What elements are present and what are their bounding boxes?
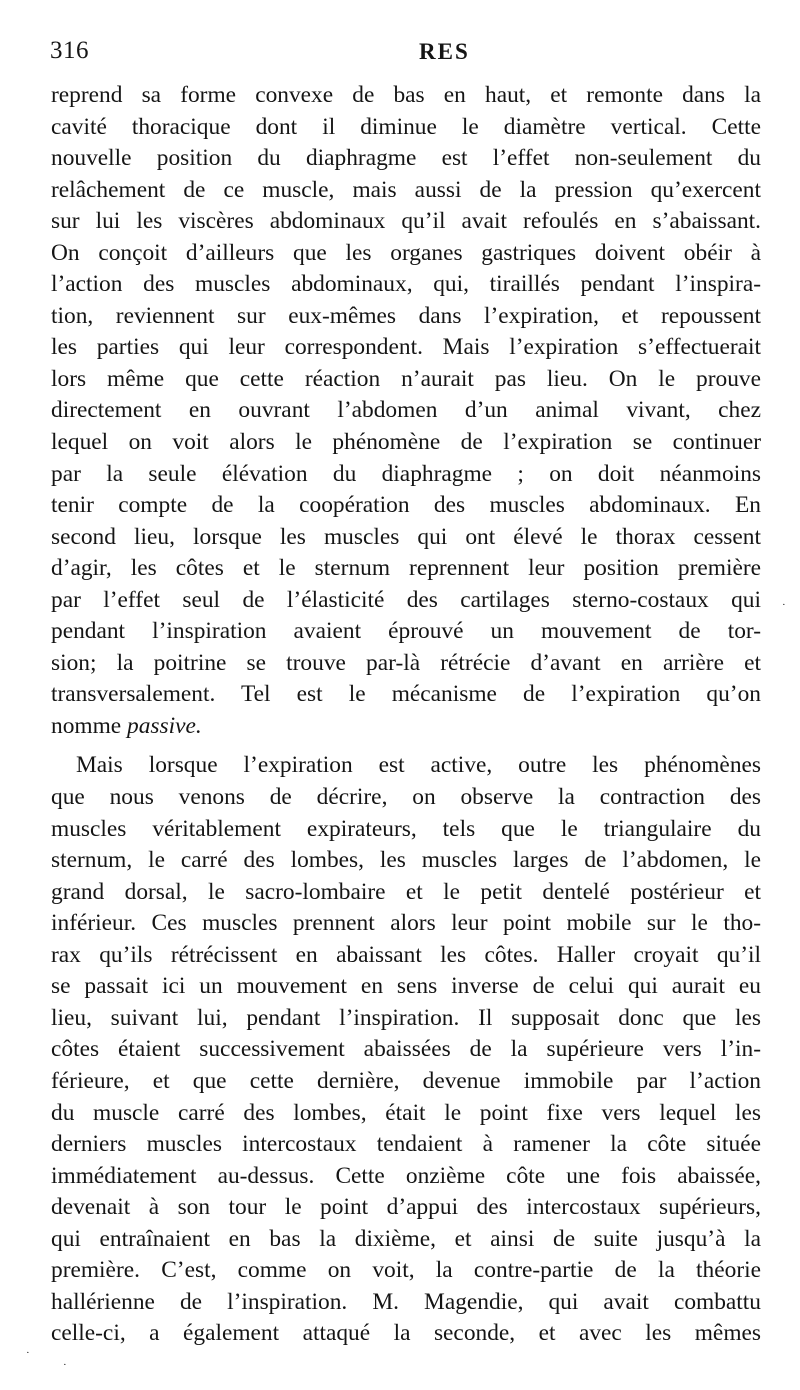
text-line: grand dorsal, le sacro-lombaire et le petit dentelé postérieur et [51, 878, 761, 905]
text-line: devenait à son tour le point d’appui des intercostaux supérieurs, [51, 1194, 761, 1221]
text-line: par la seule élévation du diaphragme ; on doit néanmoins [51, 460, 761, 487]
text-line: rax qu’ils rétrécissent en abaissant les côtes. Haller croyait qu’il [51, 941, 761, 968]
main-text [51, 80, 761, 1350]
text-line: pendant l’inspiration avaient éprouvé un mouvement de tor- [51, 618, 761, 645]
text-line: cavité thoracique dont il diminue le diamètre vertical. Cette [51, 113, 761, 140]
scan-speck: · [782, 599, 786, 611]
text-line: lieu, suivant lui, pendant l’inspiration. Il supposait donc que les [51, 1004, 761, 1031]
text-line: sur lui les viscères abdominaux qu’il avait refoulés en s’abaissant. [51, 208, 761, 235]
text-line: transversalement. Tel est le mécanisme de l’expiration qu’on [51, 681, 761, 708]
text-line: par l’effet seul de l’élasticité des cartilages sterno-costaux qui [51, 586, 761, 613]
text-line: côtes étaient successivement abaissées de la supérieure vers l’in- [51, 1036, 761, 1063]
text-line: du muscle carré des lombes, était le point fixe vers lequel les [51, 1099, 761, 1126]
text-line: férieure, et que cette dernière, devenue immobile par l’action [51, 1067, 761, 1094]
text-line: tion, reviennent sur eux-mêmes dans l’expiration, et repoussent [51, 302, 761, 329]
text-line: lequel on voit alors le phénomène de l’expiration se continuer [51, 429, 761, 456]
text-line: que nous venons de décrire, on observe la contraction des [51, 784, 761, 811]
text-line: d’agir, les côtes et le sternum reprennent leur position première [51, 555, 761, 582]
text-line: sion; la poitrine se trouve par-là rétrécie d’avant en arrière et [51, 649, 761, 676]
paragraph [51, 750, 761, 1349]
text-line: derniers muscles intercostaux tendaient à ramener la côte située [51, 1131, 761, 1158]
text-line: directement en ouvrant l’abdomen d’un animal vivant, chez [51, 397, 761, 424]
running-head [50, 34, 765, 74]
final-line-prefix: nomme [51, 712, 128, 739]
text-line: reprend sa forme convexe de bas en haut, et remonte dans la [51, 82, 761, 108]
text-line: relâchement de ce muscle, mais aussi de la pression qu’exercent [51, 176, 761, 203]
page-number: 316 [50, 37, 89, 64]
running-title: RES [419, 39, 470, 64]
scan-speck: · [63, 1359, 67, 1371]
scan-speck: · [26, 1347, 30, 1359]
text-line: On conçoit d’ailleurs que les organes gastriques doivent obéir à [51, 239, 761, 266]
text-line: première. C’est, comme on voit, la contre-partie de la théorie [51, 1257, 761, 1284]
text-line: second lieu, lorsque les muscles qui ont élevé le thorax cessent [51, 523, 761, 550]
italic-emphasis: passive. [127, 712, 202, 739]
text-line: immédiatement au-dessus. Cette onzième côte une fois abaissée, [51, 1162, 761, 1189]
text-line: sternum, le carré des lombes, les muscles larges de l’abdomen, le [51, 847, 761, 874]
text-line: muscles véritablement expirateurs, tels que le triangulaire du [51, 815, 761, 842]
text-line: lors même que cette réaction n’aurait pas lieu. On le prouve [51, 365, 761, 392]
text-line: se passait ici un mouvement en sens inverse de celui qui aurait eu [51, 973, 761, 1000]
text-line: qui entraînaient en bas la dixième, et ainsi de suite jusqu’à la [51, 1225, 761, 1252]
paragraph-spacing [51, 742, 761, 750]
paragraph-final-line [51, 711, 761, 743]
text-line: Mais lorsque l’expiration est active, outre les phénomènes [76, 752, 761, 779]
text-line: l’action des muscles abdominaux, qui, tiraillés pendant l’inspira- [51, 271, 761, 298]
text-line: celle-ci, a également attaqué la seconde, et avec les mêmes [51, 1320, 761, 1347]
paragraph [51, 80, 761, 742]
text-line: nouvelle position du diaphragme est l’effet non-seulement du [51, 145, 761, 172]
text-line: hallérienne de l’inspiration. M. Magendie, qui avait combattu [51, 1288, 761, 1315]
text-line: les parties qui leur correspondent. Mais l’expiration s’effectuerait [51, 334, 761, 361]
text-line: tenir compte de la coopération des muscles abdominaux. En [51, 492, 761, 519]
text-line: inférieur. Ces muscles prennent alors leur point mobile sur le tho- [51, 910, 761, 937]
